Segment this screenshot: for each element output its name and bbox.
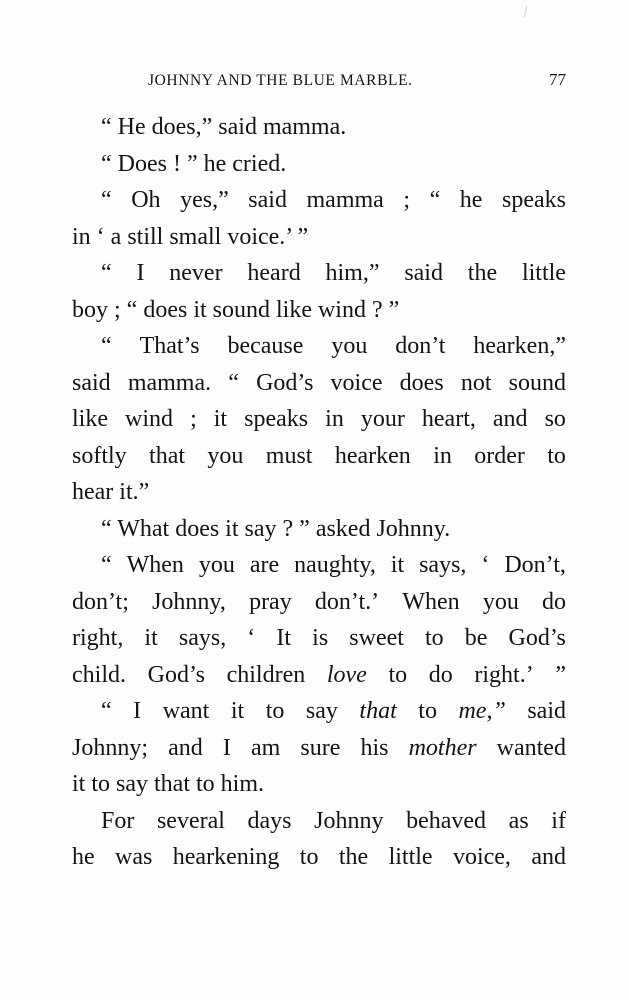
word: For bbox=[101, 807, 135, 834]
word: him,” bbox=[325, 260, 380, 286]
word: “ bbox=[101, 333, 112, 359]
word: as bbox=[508, 807, 529, 834]
word: that bbox=[149, 442, 186, 469]
word: be bbox=[464, 625, 488, 651]
word: in bbox=[433, 442, 452, 469]
page-number: 77 bbox=[549, 70, 566, 89]
word: in bbox=[325, 406, 344, 432]
word: right.’ bbox=[474, 661, 534, 688]
text-line bbox=[72, 438, 566, 475]
text-line: hear it.” bbox=[72, 479, 150, 505]
word: said bbox=[72, 369, 111, 396]
text-line bbox=[72, 584, 566, 621]
word: naughty, bbox=[294, 552, 376, 578]
word: Johnny bbox=[314, 807, 384, 834]
text-line bbox=[72, 693, 566, 730]
word: so bbox=[544, 406, 566, 432]
word: like bbox=[72, 406, 108, 432]
word: I bbox=[136, 260, 145, 286]
word: Oh bbox=[131, 187, 161, 213]
word: to bbox=[418, 698, 437, 724]
word: It bbox=[276, 625, 292, 651]
word: sound bbox=[508, 369, 566, 396]
word: must bbox=[265, 442, 313, 469]
word: you bbox=[331, 333, 368, 359]
running-title: JOHNNY AND THE BLUE MARBLE. bbox=[148, 72, 413, 89]
text-line bbox=[72, 328, 566, 365]
text-line: in ‘ a still small voice.’ ” bbox=[72, 223, 309, 250]
word: if bbox=[551, 807, 566, 834]
word: does bbox=[399, 369, 444, 396]
word: children bbox=[226, 661, 306, 688]
word: do bbox=[428, 661, 453, 688]
text-line: boy ; “ does it sound like wind ? ” bbox=[72, 296, 400, 323]
word: “ bbox=[101, 260, 112, 286]
text-line bbox=[72, 547, 566, 584]
word: to bbox=[547, 442, 566, 469]
text-line bbox=[72, 365, 566, 402]
text-line bbox=[72, 401, 566, 438]
word: “ bbox=[101, 698, 112, 724]
word: hearkening bbox=[172, 844, 280, 870]
word: the bbox=[338, 844, 369, 870]
word: ‘ bbox=[481, 552, 490, 578]
word: you bbox=[207, 442, 244, 469]
word: and bbox=[168, 734, 203, 761]
word: speaks bbox=[502, 187, 566, 213]
word: are bbox=[249, 552, 280, 578]
word: “ bbox=[429, 187, 441, 213]
word: pray bbox=[249, 588, 292, 615]
word: sure bbox=[300, 734, 341, 761]
word: right, bbox=[72, 625, 124, 651]
word: it bbox=[213, 406, 228, 432]
word: sweet bbox=[349, 625, 404, 651]
word: voice bbox=[330, 369, 383, 396]
word: and bbox=[531, 844, 566, 870]
word: I bbox=[133, 698, 142, 724]
word: God’s bbox=[256, 369, 314, 396]
word: to bbox=[299, 844, 319, 870]
word: love bbox=[326, 661, 367, 688]
word: and bbox=[492, 406, 528, 432]
word: Johnny; bbox=[72, 734, 149, 761]
word: wanted bbox=[496, 734, 566, 761]
word: you bbox=[482, 588, 519, 615]
word: the bbox=[467, 260, 498, 286]
word: me,” bbox=[458, 698, 506, 724]
word: “ bbox=[101, 552, 112, 578]
word: said bbox=[404, 260, 443, 286]
word: voice, bbox=[452, 844, 511, 870]
word: God’s bbox=[147, 661, 205, 688]
word: hearken bbox=[334, 442, 411, 469]
word: yes,” bbox=[180, 187, 229, 213]
word: say bbox=[305, 698, 338, 724]
word: God’s bbox=[508, 625, 566, 651]
word: because bbox=[227, 333, 304, 359]
word: he bbox=[459, 187, 483, 213]
word: order bbox=[474, 442, 525, 469]
word: don’t; bbox=[72, 588, 129, 615]
word: When bbox=[402, 588, 460, 615]
word: says, bbox=[178, 625, 227, 651]
word: don’t bbox=[395, 333, 446, 359]
word: heard bbox=[247, 260, 301, 286]
word: ; bbox=[190, 406, 197, 432]
word: it bbox=[230, 698, 245, 724]
word: not bbox=[460, 369, 492, 396]
text-line: “ He does,” said mamma. bbox=[101, 114, 347, 140]
word: says, bbox=[419, 552, 467, 578]
word: that bbox=[359, 698, 397, 724]
word: to bbox=[425, 625, 444, 651]
text-line bbox=[72, 803, 566, 840]
word: little bbox=[388, 844, 433, 870]
word: ” bbox=[555, 661, 566, 688]
margin-pencil-mark bbox=[524, 5, 533, 18]
word: days bbox=[247, 807, 292, 834]
word: mamma bbox=[306, 187, 384, 213]
word: is bbox=[312, 625, 329, 651]
word: his bbox=[360, 734, 389, 761]
word: Johnny, bbox=[152, 588, 226, 615]
word: said bbox=[527, 698, 566, 724]
word: When bbox=[126, 552, 184, 578]
text-line: “ Does ! ” he cried. bbox=[101, 150, 287, 177]
word: was bbox=[115, 844, 153, 870]
word: several bbox=[156, 807, 225, 834]
word: said bbox=[248, 187, 287, 213]
word: he bbox=[72, 844, 95, 870]
word: it bbox=[390, 552, 405, 578]
text-line bbox=[72, 182, 566, 219]
text-line: it to say that to him. bbox=[72, 771, 264, 797]
word: ‘ bbox=[247, 625, 256, 651]
word: want bbox=[162, 698, 210, 724]
word: Don’t, bbox=[504, 552, 566, 578]
word: “ bbox=[228, 369, 239, 396]
word: ; bbox=[403, 187, 411, 213]
word: behaved bbox=[406, 807, 487, 834]
text-line: “ What does it say ? ” asked Johnny. bbox=[101, 515, 451, 542]
page-header bbox=[72, 70, 566, 94]
word: I bbox=[222, 734, 231, 761]
word: do bbox=[542, 588, 566, 615]
word: hearken,” bbox=[473, 333, 566, 359]
word: it bbox=[144, 625, 158, 651]
word: don’t.’ bbox=[314, 588, 380, 615]
word: child. bbox=[72, 661, 126, 688]
word: your bbox=[360, 406, 405, 432]
word: wind bbox=[125, 406, 174, 432]
body-text bbox=[72, 109, 566, 876]
text-line bbox=[72, 255, 566, 292]
word: you bbox=[198, 552, 235, 578]
word: mamma. bbox=[127, 369, 212, 396]
word: am bbox=[250, 734, 281, 761]
word: softly bbox=[72, 442, 127, 469]
word: mother bbox=[408, 734, 477, 761]
word: never bbox=[169, 260, 223, 286]
text-line bbox=[72, 839, 566, 876]
text-line bbox=[72, 657, 566, 694]
word: speaks bbox=[244, 406, 309, 432]
word: to bbox=[388, 661, 408, 688]
word: heart, bbox=[421, 406, 476, 432]
text-line bbox=[72, 730, 566, 767]
text-line bbox=[72, 620, 566, 657]
word: to bbox=[265, 698, 285, 724]
word: “ bbox=[101, 187, 112, 213]
word: That’s bbox=[139, 333, 200, 359]
word: little bbox=[521, 260, 566, 286]
